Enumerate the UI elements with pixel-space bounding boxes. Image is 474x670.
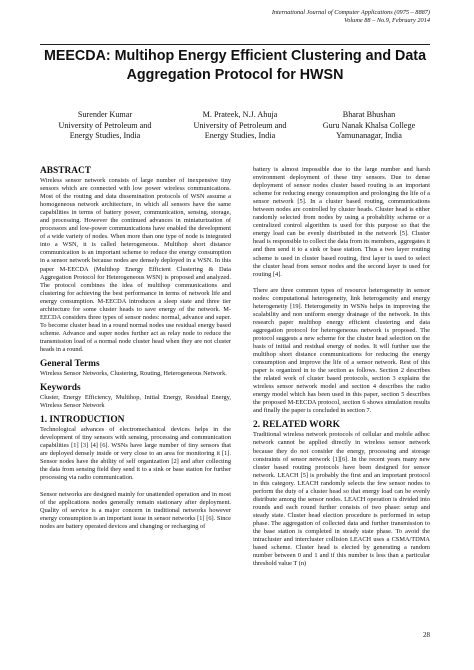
author-affiliation: Energy Studies, India <box>204 131 276 140</box>
author-affiliation: Guru Nanak Khalsa College <box>322 120 416 130</box>
general-terms-text: Wireless Sensor Networks, Clustering, Routing, Heterogeneous Network. <box>40 370 227 378</box>
author-3 <box>308 110 430 142</box>
introduction-heading: 1. INTRODUCTION <box>40 415 125 426</box>
introduction-paragraph-1: Technological advances of electromechanical devices helps in the development of tiny sensors with sensing, processing and communication capabilities [1] [3] [4] [6]. WSNs have large number of tiny sensors that are deployed densely inside or very close to an area for monitoring it [1]. Sensor nodes have the ability of self organization [2] and after collecting the data from sensing field they send it to a sink or base station for further processing via radio communication. <box>40 426 231 482</box>
introduction-paragraph-2: Sensor networks are designed mainly for unattended operation and in most of the applications nodes generally remain stationary after deployment. Quality of service is a major concern in traditional networks however energy consumption is an important issue in sensor networks [1] [6]. Since nodes are battery operated devices and changing or recharging of <box>40 490 231 530</box>
right-paragraph-2: There are three common types of resource heterogeneity in sensor nodes: computational heterogeneity, link heterogeneity and energy heterogeneity [19]. Heterogeneity in WSNs helps in improving the scalability and non uniform energy drainage of the network. In this research paper multihop energy efficient clustering and data aggregation protocol for heterogeneous network is proposed. The protocol suggests a new scheme for the cluster head selection on the basis of initial and residual energy of nodes. It will further use the multihop short distance communications for reducing the energy consumption and improve the life of a sensor network. Rest of this paper is organized in to the section as follows. Section 2 describes the related work of cluster based protocols, section 3 explains the wireless sensor network model and section 4 describes the radio energy model which has been used in this paper, section 5 describes the proposed M-EECDA protocol, section 6 shows simulation results and finally the paper is concluded in section 7. <box>253 286 430 415</box>
right-column <box>253 166 430 568</box>
header-rule <box>40 44 430 45</box>
related-work-paragraph: Traditional wireless network protocols of cellular and mobile adhoc network cannot be applied directly in wireless sensor network because they do not consider the energy, processing and storage constraints of sensor network [1][6]. In the recent years many new cluster based routing protocols have been designed for sensor network. LEACH [5] is probably the first and an important protocol in this category. LEACH randomly selects the few sensor nodes to perform the duty of a cluster head so that energy load can be evenly distribute among the sensor nodes. LEACH operation is divided into rounds and each round further consists of two phase: setup and steady state. Cluster head election procedure is performed in setup phase. The aggregation of collected data and further transmission to the base station is completed in steady state phase. To avoid the intracluster and intercluster collision LEACH uses a CSMA/TDMA based scheme. Cluster head is elected by generating a random number between 0 and 1 and if this number is less than a particular threshold value T (n) <box>253 431 430 568</box>
author-name: Surender Kumar <box>77 110 133 119</box>
author-affiliation: University of Petroleum and <box>58 120 152 130</box>
right-paragraph-1: battery is almost impossible due to the large number and harsh environment deployment of these tiny sensors. Due to dense deployment of sensor nodes cluster based routing is an important scheme for reducing energy consumption and prolonging the life of a sensor network [5]. In a cluster based routing, communications between nodes are controlled by cluster heads. Cluster head is either randomly selected from nodes by using a probability scheme or a centralized control algorithm is used for this purpose so that the energy load can be evenly distributed in the network [5]. Cluster head is responsible to collect the data from its members, aggregates it and then send it to a sink or base station. Thus a two layer routing scheme is used in cluster based routing, first layer is used to select the cluster head from sensor nodes and the second layer is used for routing [4]. <box>253 166 430 278</box>
page-number: 28 <box>423 631 430 639</box>
journal-volume: Volume 88 – No.9, February 2014 <box>344 17 430 24</box>
author-name: M. Prateek, N.J. Ahuja <box>202 110 278 119</box>
title-line-2: Aggregation Protocol for HWSN <box>126 67 344 83</box>
title-line-1: MEECDA: Multihop Energy Efficient Clustering and Data <box>43 48 427 64</box>
abstract-text: Wireless sensor network consists of large number of inexpensive tiny sensors which are connected with low power wireless communications. Most of the routing and data dissemination protocols of WSN assume a homogeneous network architecture, in which all sensors have the same capabilities in terms of battery power, communication, sensing, storage, and processing. However the continued advances in miniaturization of processors and low-power communications have enabled the development of a wide variety of nodes. When more than one type of node is integrated into a WSN, it is called heterogeneous. Multihop short distance communication is an important scheme to reduce the energy consumption in a sensor network because nodes are densely deployed in a WSN. In this paper M-EECDA (Multihop Energy Efficient Clustering & Data Aggregation Protocol for Heterogeneous WSN) is proposed and analyzed. The protocol combines the idea of multihop communications and clustering for achieving the best performance in terms of network life and energy consumption. M-EECDA introduces a sleep state and three tier architecture for some cluster heads to save energy of the network. M-EECDA considers three types of sensor nodes: normal, advance and super. To become cluster head in a round normal nodes use residual energy based scheme. Advance and super nodes further act as relay node to reduce the transmission load of a normal node cluster head when they are not cluster heads in a round. <box>40 177 231 353</box>
author-1 <box>40 110 170 142</box>
journal-header <box>272 9 430 25</box>
author-affiliation: University of Petroleum and <box>193 120 287 130</box>
general-terms-heading: General Terms <box>40 359 100 370</box>
author-affiliation: Energy Studies, India <box>69 131 141 140</box>
author-name: Bharat Bhushan <box>342 110 396 119</box>
journal-name: International Journal of Computer Applications (0975 – 8887) <box>271 9 430 16</box>
abstract-heading: ABSTRACT <box>40 166 92 176</box>
keywords-text: Cluster, Energy Efficiency, Multihop, Initial Energy, Residual Energy, Wireless Sensor Network <box>40 394 231 410</box>
author-2 <box>165 110 315 142</box>
related-work-heading: 2. RELATED WORK <box>253 420 340 431</box>
author-block <box>40 110 430 144</box>
keywords-heading: Keywords <box>40 383 81 394</box>
paper-title <box>40 47 430 85</box>
left-column <box>40 166 231 531</box>
author-affiliation: Yamunanagar, India <box>336 131 402 140</box>
